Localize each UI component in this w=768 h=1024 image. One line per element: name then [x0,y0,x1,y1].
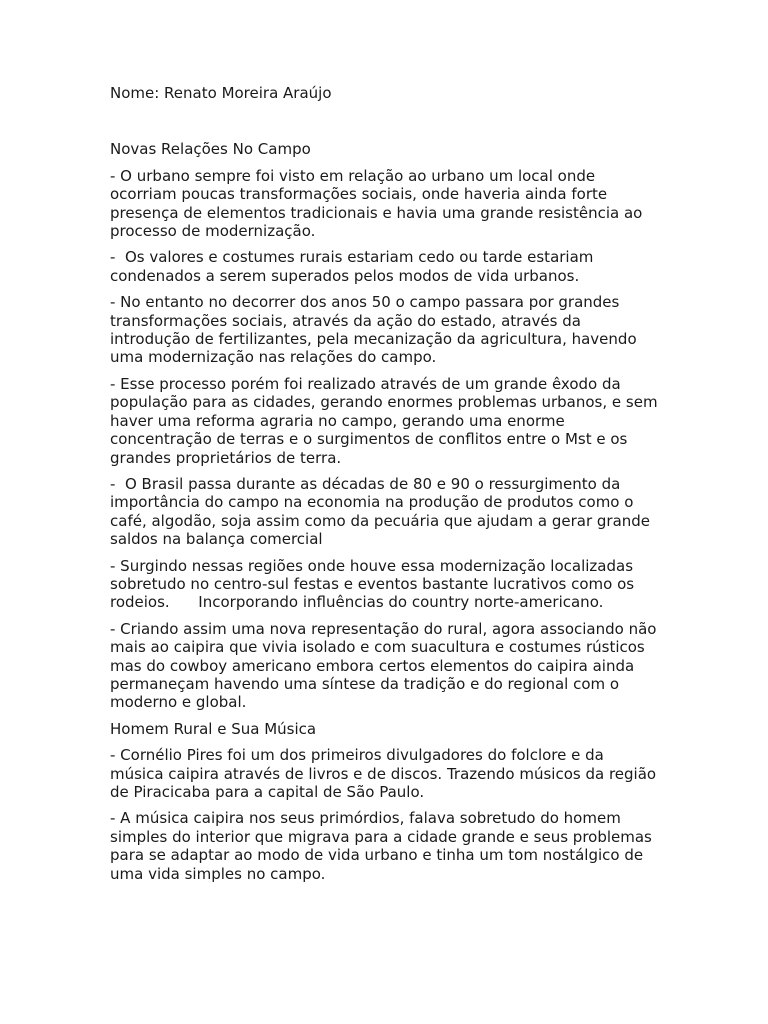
paragraph: - Esse processo porém foi realizado através de um grande êxodo da população para as cidades, gerando enormes problemas urbanos, e sem haver uma reforma agraria no campo, gerando uma enorme concentração de terras e o surgimentos de conflitos entre o Mst e os grandes proprietários de terra. [110,374,663,467]
section-heading-homem-rural: Homem Rural e Sua Música [110,719,317,738]
author-name-line: Nome: Renato Moreira Araújo [110,84,332,102]
paragraph: - O urbano sempre foi visto em relação ao urbano um local onde ocorriam poucas transformações sociais, onde haveria ainda forte presença de elementos tradicionais e havia uma grande resistência ao processo de modernização. [110,166,648,241]
paragraph: - Surgindo nessas regiões onde houve essa modernização localizadas sobretudo no centro-sul festas e eventos bastante lucrativos como os rodeios. Incorporando influências do country norte-americano. [110,556,639,612]
paragraph: - No entanto no decorrer dos anos 50 o campo passara por grandes transformações sociais, através da ação do estado, através da introdução de fertilizantes, pela mecanização da agricultura, havendo uma modernização nas relações do campo. [110,293,642,367]
paragraph: - Os valores e costumes rurais estariam cedo ou tarde estariam condenados a serem superados pelos modos de vida urbanos. [110,248,599,285]
document-body [110,84,662,891]
paragraph: - Criando assim uma nova representação do rural, agora associando não mais ao caipira que vivia isolado e com suacultura e costumes rústicos mas do cowboy americano embora certos elementos do caipira ainda permaneçam havendo uma síntese da tradição e do regional com o moderno e global. [110,619,662,712]
paragraph: - O Brasil passa durante as décadas de 80 e 90 o ressurgimento da importância do campo na economia na produção de produtos como o café, algodão, soja assim como da pecuária que ajudam a gerar grande saldos na balança comercial [110,474,655,549]
paragraph: - Cornélio Pires foi um dos primeiros divulgadores do folclore e da música caipira através de livros e de discos. Trazendo músicos da região de Piracicaba para a capital de São Paulo. [110,746,661,801]
section-heading-novas-relacoes: Novas Relações No Campo [110,140,311,159]
paragraph: - A música caipira nos seus primórdios, falava sobretudo do homem simples do interior que migrava para a cidade grande e seus problemas para se adaptar ao modo de vida urbano e tinha um tom nostálgico de uma vida simples no campo. [110,809,657,883]
